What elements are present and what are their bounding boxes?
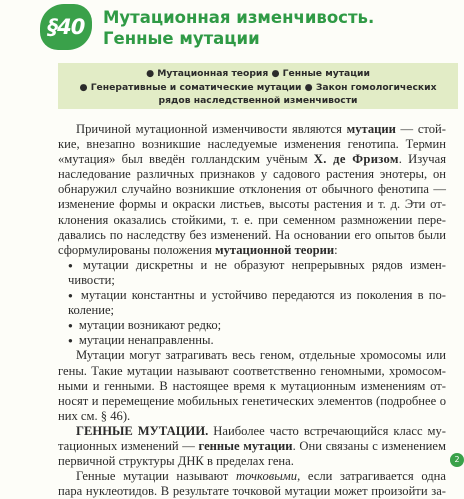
section-badge: §40: [40, 4, 92, 50]
body-line: них см. § 46).: [58, 408, 131, 423]
bullet-item: ● мутации константны и устойчиво передаются из поколения в по-: [58, 288, 446, 303]
body-line: кие, внезапно возникшие наследуемые изменения генотипа. Термин: [58, 137, 446, 152]
body-line: Причиной мутационной изменчивости являются мутации — стой-: [76, 122, 446, 136]
page-number: 2: [450, 453, 464, 467]
body-line: давались по наследству без изменений. На основании его опытов были: [58, 227, 446, 242]
body-line: изменение формы и окраски листьев, высоты растения и т. д. Эти от-: [58, 197, 446, 212]
bullet-item: ● мутации возникают редко;: [58, 318, 446, 333]
body-line: ГЕННЫЕ МУТАЦИИ. Наиболее часто встречающийся класс му-: [76, 423, 446, 438]
bullet-icon: [68, 318, 79, 332]
body-line: гены. Такие мутации называют соответственно геномными, хромосом-: [58, 363, 446, 378]
body-line: сформулированы положения мутационной теории:: [58, 242, 338, 257]
keywords-line2: ● Генеративные и соматические мутации ● Закон гомологических: [79, 81, 437, 93]
body-line: Мутации могут затрагивать весь геном, отдельные хромосомы или: [76, 348, 446, 363]
bullet-item-cont: коление;: [68, 303, 115, 318]
bullet-item-cont: чивости;: [68, 272, 115, 287]
bullet-icon: [68, 288, 81, 302]
bullet-item: ● мутации ненаправленны.: [58, 333, 446, 348]
keywords-box: [58, 63, 458, 109]
body-line: обнаружил случайно возникшие отклонения от обычного фенотипа —: [58, 182, 446, 197]
body-line: наследование различных признаков у садового растения энотеры, он: [58, 167, 446, 182]
body-line: клонения оказались стойкими, т. е. при семенном размножении пере-: [58, 212, 446, 227]
keywords-line1: ● Мутационная теория ● Генные мутации: [146, 68, 370, 79]
body-text: [58, 122, 446, 499]
body-line: первичной структуры ДНК в пределах гена.: [58, 454, 294, 469]
body-line: «мутация» был введён голландским учёным Х. де Фризом. Изучая: [58, 152, 446, 167]
section-title: [103, 7, 374, 49]
body-line: тационных изменений — генные мутации. Они связаны с изменением: [58, 438, 446, 453]
section-title-line1: Мутационная изменчивость.: [103, 8, 375, 27]
body-line: Генные мутации называют точковыми, если затрагивается одна: [76, 469, 446, 484]
body-line: носят и перемещение мобильных генетических элементов (подробнее о: [58, 393, 446, 408]
keywords-line3: рядов наследственной изменчивости: [158, 95, 358, 106]
bullet-icon: [68, 258, 83, 272]
section-title-line2: Генные мутации: [103, 29, 260, 48]
body-line: ными и генными. В настоящее время к мутационным изменениям от-: [58, 378, 446, 393]
body-line: пара нуклеотидов. В результате точковой мутации может произойти за-: [58, 484, 446, 499]
section-header: [0, 0, 460, 60]
bullet-item: ● мутации дискретны и не образуют непрерывных рядов измен-: [58, 258, 446, 273]
bullet-icon: [68, 333, 79, 347]
